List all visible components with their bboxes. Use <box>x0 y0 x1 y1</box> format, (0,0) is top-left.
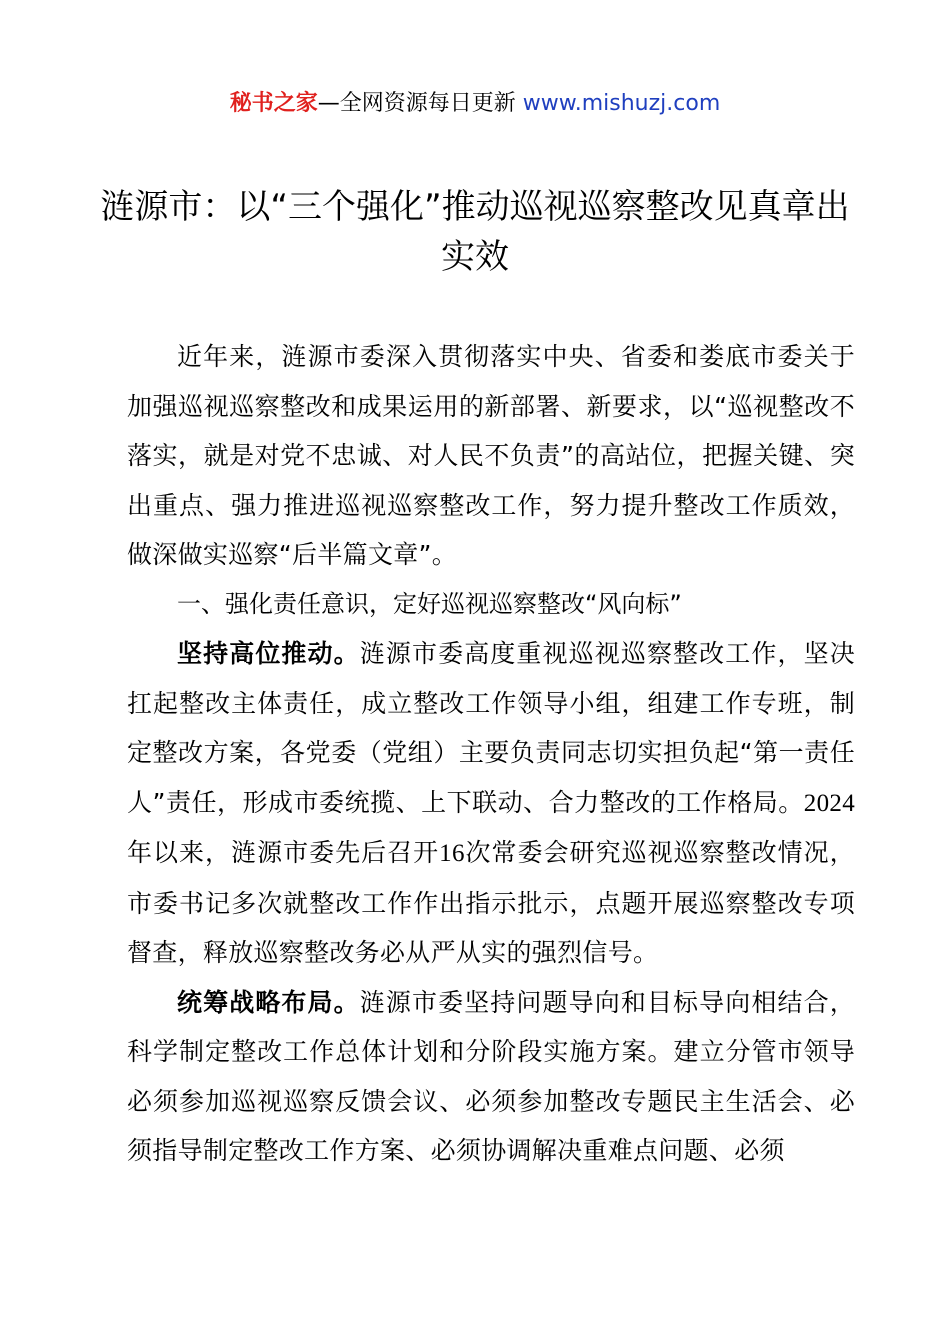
intro-paragraph: 近年来，涟源市委深入贯彻落实中央、省委和娄底市委关于加强巡视巡察整改和成果运用的新部署、新要求，以“巡视整改不落实，就是对党不忠诚、对人民不负责”的高站位，把握关键、突出重点、强力推进巡视巡察整改工作，努力提升整改工作质效，做深做实巡察“后半篇文章”。 <box>127 342 855 569</box>
document-title: 涟源市：以“三个强化”推动巡视巡察整改见真章出实效 <box>100 187 850 277</box>
meeting-count: 16 <box>439 840 465 867</box>
paragraph-lead-bold: 坚持高位推动。 <box>177 639 360 668</box>
site-header <box>0 88 950 120</box>
paragraph-text: 次常委会研究巡视巡察整改情况，市委书记多次就整改工作作出指示批示，点题开展巡察整改专项督查，释放巡察整改务必从严从实的强烈信号。 <box>127 838 855 967</box>
paragraph-strategic-layout <box>127 978 855 1176</box>
site-url-link[interactable]: www.mishuzj.com <box>522 91 721 116</box>
paragraph-text: 年以来，涟源市委先后召开 <box>127 838 440 867</box>
paragraph-text: 涟源市委高度重视巡视巡察整改工作，坚决扛起整改主体责任，成立整改工作领导小组，组建工作专班，制定整改方案，各党委（党组）主要负责同志切实担负起“第一责任人”责任，形成市委统揽、上下联动、合力整改的工作格局。 <box>127 639 856 817</box>
header-tagline: —全网资源每日更新 <box>317 91 523 116</box>
paragraph-high-level-push <box>127 629 855 978</box>
section-1-heading: 一、强化责任意识，定好巡视巡察整改“风向标” <box>177 589 682 618</box>
paragraph-text: 涟源市委坚持问题导向和目标导向相结合，科学制定整改工作总体计划和分阶段实施方案。建立分管市领导必须参加巡视巡察反馈会议、必须参加整改专题民主生活会、必须指导制定整改工作方案、必须协调解决重难点问题、必须 <box>127 987 856 1165</box>
brand-name: 秘书之家 <box>229 91 318 116</box>
year-number: 2024 <box>803 789 855 817</box>
document-body <box>127 332 855 1176</box>
paragraph-lead-bold: 统筹战略布局。 <box>177 987 360 1017</box>
